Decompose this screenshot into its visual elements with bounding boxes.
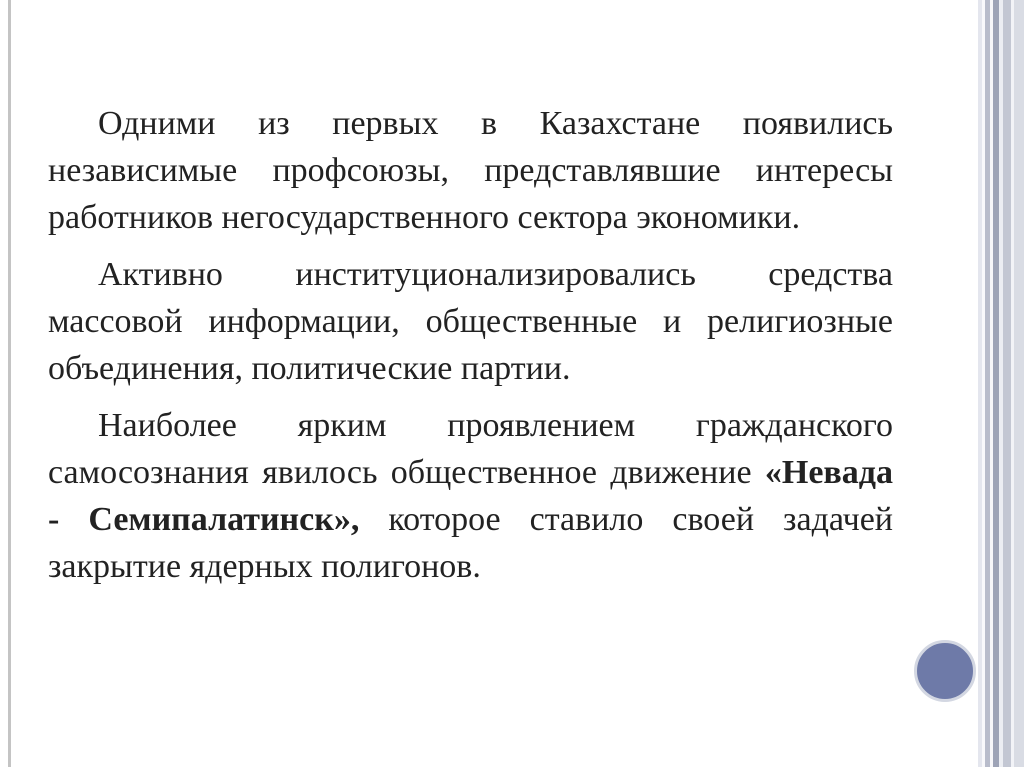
paragraph-text-start: Наиболее ярким проявлением гражданского самосознания явилось общественное движение — [48, 407, 893, 491]
paragraph-trade-unions: Одними из первых в Казахстане появились независимые профсоюзы, представлявшие интересы работников негосударственного сектора экономики. — [48, 105, 893, 236]
slide-body — [48, 100, 893, 600]
paragraph-media: Активно институционализировались средства массовой информации, общественные и религиозные объединения, политические партии. — [48, 256, 893, 387]
right-decorative-frame — [978, 0, 1024, 767]
movement-name: «Невада - Семипалатинск», — [48, 454, 893, 538]
left-border-line — [8, 0, 11, 767]
paragraph-text-end: которое ставило своей задачей закрытие ядерных полигонов. — [48, 501, 893, 585]
decorative-circle — [914, 640, 976, 702]
frame-stripe — [1014, 0, 1024, 767]
frame-stripe — [1003, 0, 1011, 767]
paragraph-nevada-semipalatinsk — [48, 402, 893, 590]
